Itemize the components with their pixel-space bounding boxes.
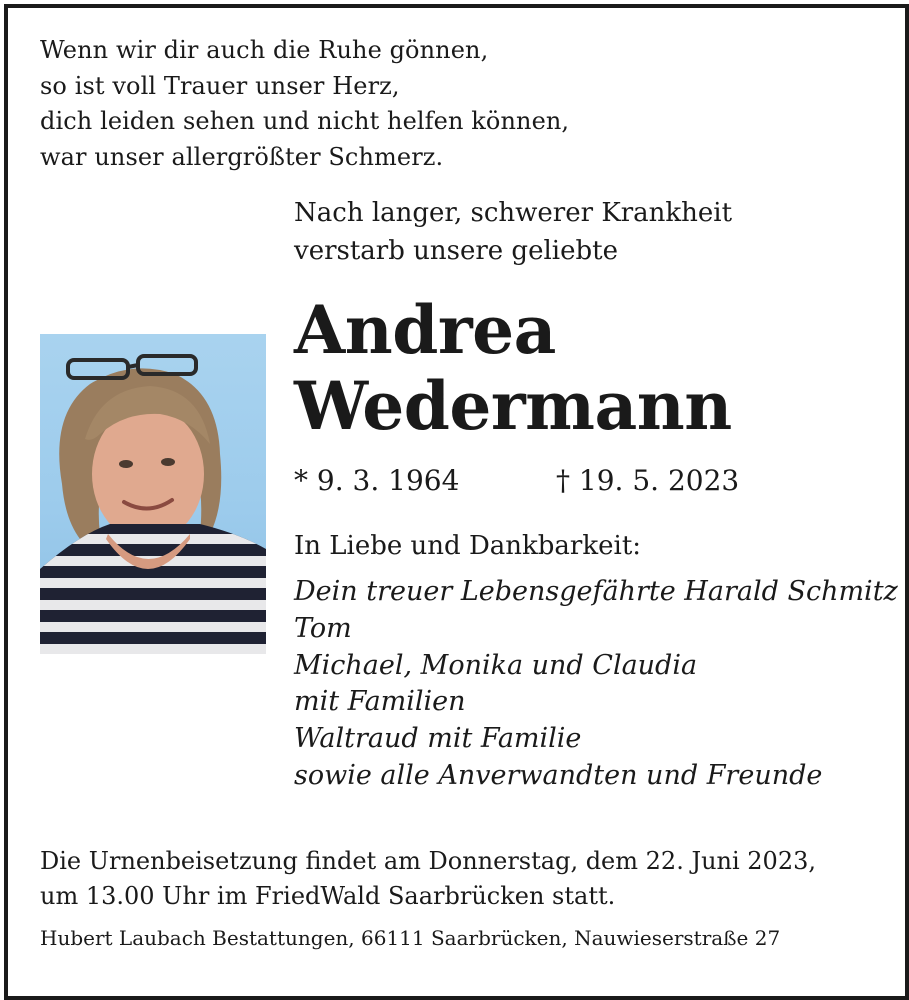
- mourners-list: [294, 574, 898, 795]
- mourner-line: sowie alle Anverwandten und Freunde: [294, 759, 823, 791]
- intro-line: Nach langer, schwerer Krankheit: [294, 198, 733, 228]
- striped-shirt: [40, 514, 266, 654]
- death-date: † 19. 5. 2023: [556, 464, 740, 497]
- poem-line: war unser allergrößter Schmerz.: [40, 142, 444, 171]
- undertaker-line: Hubert Laubach Bestattungen, 66111 Saarbrücken, Nauwieserstraße 27: [40, 926, 781, 950]
- love-line: In Liebe und Dankbarkeit:: [294, 531, 642, 561]
- funeral-line: Die Urnenbeisetzung findet am Donnerstag, dem 22. Juni 2023,: [40, 847, 816, 875]
- birth-date: * 9. 3. 1964: [294, 464, 460, 497]
- funeral-info: [40, 844, 816, 914]
- poem-line: so ist voll Trauer unser Herz,: [40, 71, 400, 100]
- poem-line: Wenn wir dir auch die Ruhe gönnen,: [40, 36, 489, 64]
- mourner-line: Dein treuer Lebensgefährte Harald Schmitz: [294, 576, 898, 607]
- last-name: Wedermann: [294, 367, 732, 445]
- intro-text: [294, 194, 732, 270]
- mourner-line: Michael, Monika und Claudia: [294, 649, 698, 681]
- mourner-line: Waltraud mit Familie: [294, 723, 582, 755]
- funeral-line: um 13.00 Uhr im FriedWald Saarbrücken statt.: [40, 882, 616, 910]
- intro-line: verstarb unsere geliebte: [294, 236, 618, 266]
- mourner-line: Tom: [294, 612, 352, 644]
- deceased-name: [294, 292, 732, 444]
- first-name: Andrea: [294, 291, 556, 369]
- portrait-photo: [40, 334, 266, 654]
- poem-line: dich leiden sehen und nicht helfen können,: [40, 107, 570, 135]
- portrait-illustration: [40, 334, 266, 654]
- poem: [40, 33, 569, 175]
- mourner-line: mit Familien: [294, 686, 466, 718]
